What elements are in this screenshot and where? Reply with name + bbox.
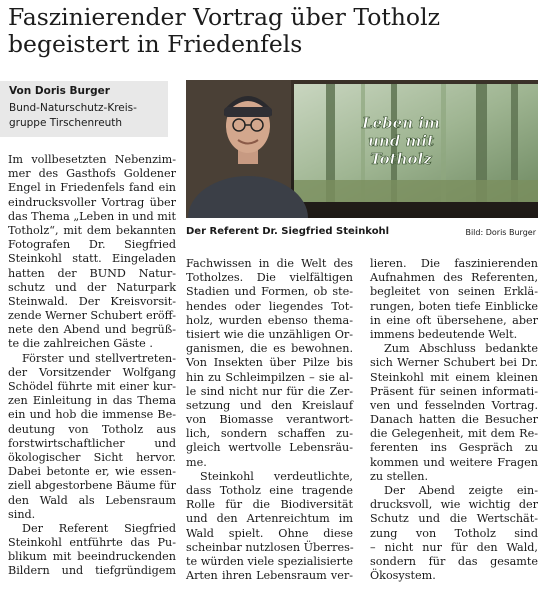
text-line: lich, sondern schaffen zu- (186, 427, 353, 441)
text-line: sich Werner Schubert bei Dr. (370, 356, 538, 370)
headline-line: begeistert in Friedenfels (8, 30, 303, 58)
text-line: ein und hob die immense Be- (8, 408, 176, 422)
photo-caption (186, 224, 538, 240)
text-line: Steinkohl statt. Eingeladen (8, 252, 176, 266)
byline-author: Von Doris Burger (9, 85, 110, 97)
text-line: te würden viele spezialisierte (186, 554, 353, 568)
slide-text-line: und mit (367, 132, 435, 150)
article-photo (186, 80, 538, 218)
text-line: hatten der BUND Natur- (8, 266, 176, 280)
text-line: Fachwissen in die Welt des (186, 257, 353, 270)
text-line: Zum Abschluss bedankte (384, 342, 538, 356)
text-line: – nicht nur für den Wald, (370, 540, 538, 554)
text-line: Danach hatten die Besucher (370, 413, 538, 427)
text-line: ven und fesselnden Vortrag. (370, 398, 538, 412)
text-line: hin zu Schleimpilzen – sie al- (186, 370, 353, 384)
text-line: ökologischer Sicht hervor. (8, 450, 176, 464)
text-line: immens bedeutende Welt. (370, 327, 518, 341)
text-line: ferenten ins Gespräch zu (370, 441, 538, 455)
byline-box (0, 81, 168, 137)
text-line: Bildern und tiefgründigem (8, 564, 176, 578)
text-line: Totholzes. Die vielfältigen (186, 271, 353, 285)
text-line: Totholz“, mit dem bekannten (8, 223, 176, 237)
text-line: forstwirtschaftlicher und (8, 436, 176, 450)
text-line: Förster und stellvertreten- (22, 351, 176, 365)
text-line: gleich wertvolle Lebensräu- (186, 441, 353, 455)
text-line: Schutz und die Wertschät- (370, 512, 538, 526)
text-column-2 (186, 257, 353, 583)
text-line: zu stellen. (370, 469, 429, 483)
byline-org-line: gruppe Tirschenreuth (9, 117, 123, 129)
text-line: Fotografen Dr. Siegfried (8, 238, 176, 252)
text-line: Präsent für seinen informati- (370, 384, 538, 398)
text-line: nete den Abend und begrüß- (8, 323, 176, 337)
text-line: Dabei betonte er, wie essen- (8, 465, 176, 479)
text-line: sondern für das gesamte (370, 554, 538, 568)
slide-text-line: Leben im (362, 114, 440, 132)
text-line: Steinwald. Der Kreisvorsit- (8, 294, 176, 308)
text-line: von Biomasse verantwort- (186, 413, 353, 427)
text-line: Aufnahmen des Referenten, (370, 271, 538, 285)
text-line: kommen und weitere Fragen (370, 455, 538, 469)
text-line: blikum mit beeindruckenden (8, 550, 176, 564)
text-line: scheinbar nutzlosen Überres- (186, 540, 354, 554)
text-line: eindrucksvoller Vortrag über (8, 195, 176, 209)
slide-text-line: Totholz (370, 150, 432, 168)
text-line: Im vollbesetzten Nebenzim- (8, 153, 176, 166)
photo-caption-text: Der Referent Dr. Siegfried Steinkohl (186, 226, 390, 237)
text-line: Ökosystem. (370, 569, 436, 583)
text-line: me. (186, 455, 207, 469)
text-line: die Gelegenheit, mit dem Re- (370, 427, 538, 441)
text-line: zende Werner Schubert eröff- (8, 309, 176, 323)
text-line: Steinkohl verdeutlichte, (200, 469, 353, 483)
text-line: te die zahlreichen Gäste . (8, 337, 153, 351)
text-line: Der Abend zeigte ein- (384, 484, 538, 497)
text-line: schutz und der Naturpark (8, 280, 176, 294)
text-line: Schödel führte mit einer kur- (8, 380, 176, 393)
text-line: und den Artenreichtum im (186, 512, 353, 526)
byline-organization (9, 101, 137, 131)
text-line: in eine oft übersehene, aber (370, 313, 538, 327)
text-line: ganismen, die es bewohnen. (186, 342, 353, 356)
text-line: sind. (8, 507, 36, 521)
text-line: drucksvoll, wie wichtig der (370, 498, 538, 512)
text-line: tisiert wie die unzähligen Or- (186, 327, 353, 341)
text-line: den Wald als Lebensraum (8, 493, 176, 507)
text-line: zung von Totholz sind (370, 526, 538, 540)
text-line: ziell abgestorbene Bäume für (8, 479, 176, 493)
text-line: Der Referent Siegfried (22, 521, 176, 535)
text-line: Steinkohl entführte das Pu- (8, 536, 176, 550)
text-line: Engel in Friedenfels fand ein (8, 181, 176, 195)
text-line: Von Insekten über Pilze bis (186, 356, 353, 370)
text-line: zen Einleitung in das Thema (8, 394, 176, 408)
text-line: rungen, boten tiefe Einblicke (370, 299, 538, 313)
photo-credit: Bild: Doris Burger (465, 228, 536, 237)
text-line: Stadien und Formen, ob ste- (186, 285, 353, 299)
text-column-3 (370, 257, 538, 583)
text-line: begleitet von seinen Erklä- (370, 285, 538, 299)
text-column-1 (8, 153, 176, 579)
text-line: Wald spielt. Ohne diese (186, 526, 353, 540)
text-line: Arten ihren Lebensraum ver- (186, 569, 353, 583)
text-line: hendes oder liegendes Tot- (186, 299, 353, 313)
text-line: holz, wurden ebenso thema- (186, 313, 353, 327)
headline-line: Faszinierender Vortrag über Totholz (8, 3, 440, 31)
text-line: dass Totholz eine tragende (186, 484, 353, 497)
headline (8, 4, 540, 58)
text-line: lieren. Die faszinierenden (370, 257, 538, 270)
text-line: der Vorsitzender Wolfgang (8, 365, 176, 379)
text-line: setzung und den Kreislauf (186, 398, 353, 412)
text-line: das Thema „Leben in und mit (8, 209, 176, 223)
byline-org-line: Bund-Naturschutz-Kreis- (9, 102, 137, 114)
photo-illustration (186, 80, 538, 218)
text-line: le sind nicht nur für die Zer- (186, 384, 353, 398)
text-line: Steinkohl mit einem kleinen (370, 370, 538, 384)
text-line: deutung von Totholz aus (8, 422, 176, 436)
text-line: mer des Gasthofs Goldener (8, 167, 176, 181)
text-line: Rolle für die Biodiversität (186, 498, 353, 512)
